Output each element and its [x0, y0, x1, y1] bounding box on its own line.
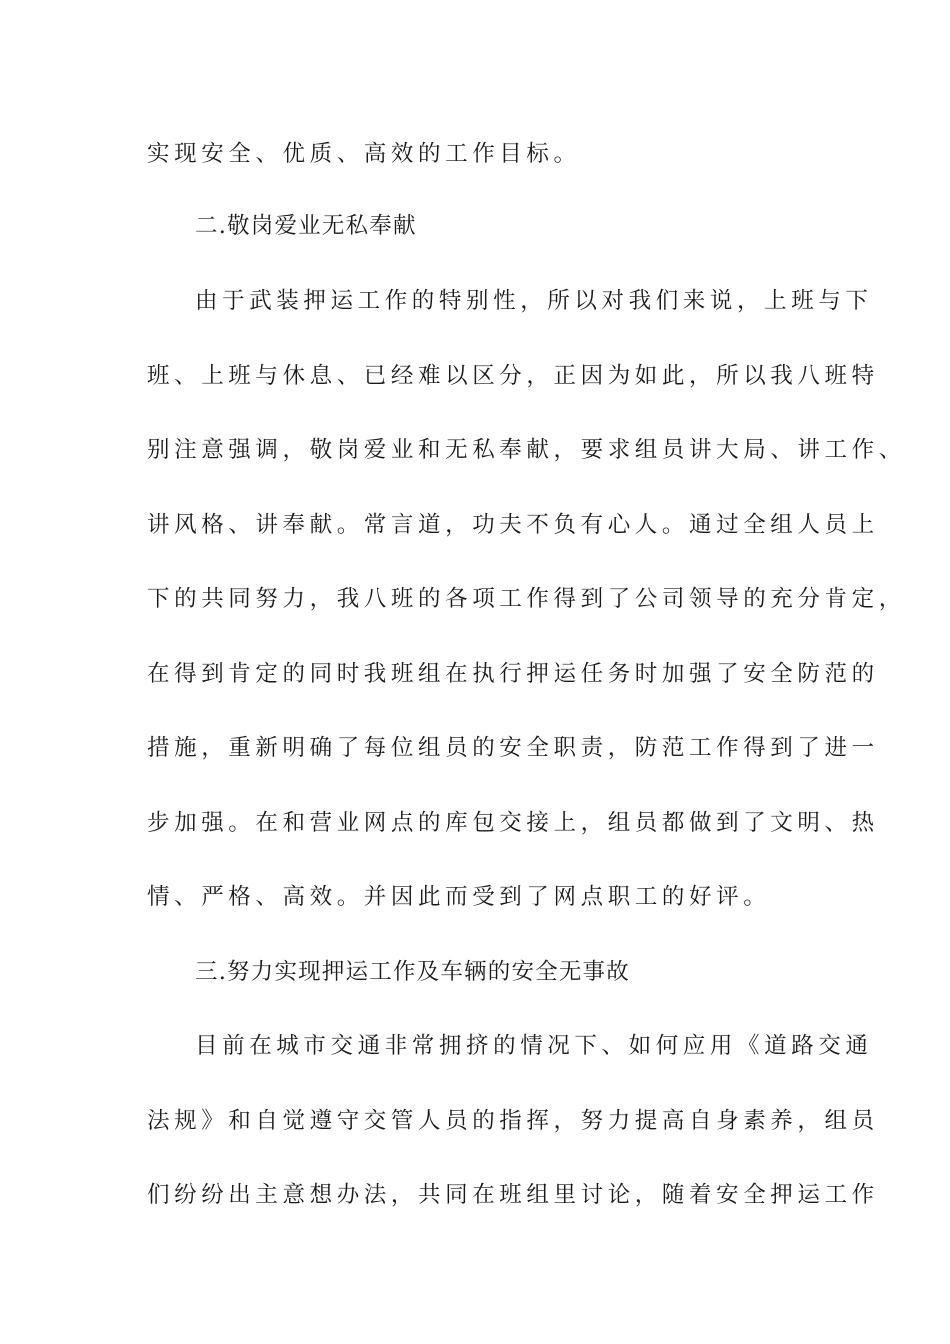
paragraph-line: 别注意强调，敬岗爱业和无私奉献，要求组员讲大局、讲工作、	[147, 437, 906, 463]
paragraph-line: 措施，重新明确了每位组员的安全职责，防范工作得到了进一	[147, 735, 879, 761]
paragraph-line: 讲风格、讲奉献。常言道，功夫不负有心人。通过全组人员上	[147, 512, 879, 538]
paragraph-line: 法规》和自觉遵守交管人员的指挥，努力提高自身素养，组员	[147, 1108, 879, 1134]
paragraph-line: 由于武装押运工作的特别性，所以对我们来说，上班与下	[195, 288, 873, 314]
paragraph-line: 步加强。在和营业网点的库包交接上，组员都做到了文明、热	[147, 810, 879, 836]
paragraph-line: 们纷纷出主意想办法，共同在班组里讨论，随着安全押运工作	[147, 1182, 879, 1208]
paragraph-line: 目前在城市交通非常拥挤的情况下、如何应用《道路交通	[195, 1033, 873, 1059]
section-heading-2: 二.敬岗爱业无私奉献	[195, 213, 417, 239]
paragraph-line: 在得到肯定的同时我班组在执行押运任务时加强了安全防范的	[147, 661, 879, 687]
paragraph-line: 情、严格、高效。并因此而受到了网点职工的好评。	[147, 884, 771, 910]
paragraph-line: 下的共同努力，我八班的各项工作得到了公司领导的充分肯定，	[147, 586, 906, 612]
paragraph-line: 班、上班与休息、已经难以区分，正因为如此，所以我八班特	[147, 363, 879, 389]
text-line: 实现安全、优质、高效的工作目标。	[147, 141, 581, 167]
section-heading-3: 三.努力实现押运工作及车辆的安全无事故	[195, 959, 630, 985]
